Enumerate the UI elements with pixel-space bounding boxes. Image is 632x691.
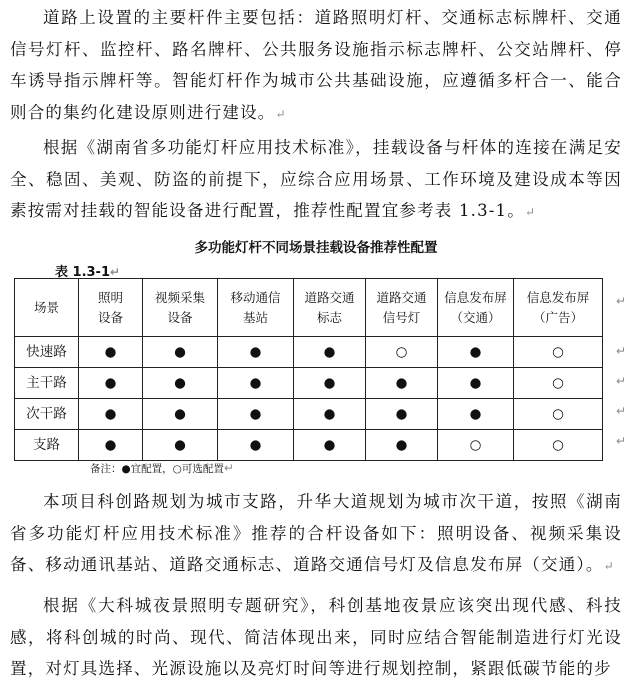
- paragraph-mark: ↵: [603, 559, 614, 573]
- table-cell: ●: [294, 430, 366, 461]
- header-scene: 场景: [15, 279, 79, 337]
- header-ad-screen: 信息发布屏（广告）: [514, 279, 603, 337]
- table-cell: ●: [79, 368, 143, 399]
- table-cell: ●: [79, 399, 143, 430]
- lighting-paragraph: 根据《大科城夜景照明专题研究》，科创基地夜景应该突出现代感、科技感，将科创城的时尚、现代、简洁体现出来，同时应结合智能制造进行灯光设置，对灯具选择、光源设施以及亮灯时间等进行规划控制，紧跟低碳节能的步: [10, 596, 622, 678]
- table-cell: ●: [294, 368, 366, 399]
- table-cell: ○: [514, 337, 603, 368]
- row-end-mark: ↵: [615, 434, 626, 448]
- paragraph-mark: ↵: [524, 205, 536, 219]
- row-end-mark: ↵: [615, 294, 626, 308]
- header-video: 视频采集设备: [143, 279, 218, 337]
- table-row: [15, 399, 603, 430]
- table-cell: ●: [294, 337, 366, 368]
- scene-cell: 支路: [15, 430, 79, 461]
- header-traffic-screen: 信息发布屏（交通）: [438, 279, 514, 337]
- table-cell: ●: [143, 399, 218, 430]
- table-cell: ●: [366, 399, 438, 430]
- table-row: [15, 430, 603, 461]
- table-cell: ●: [143, 368, 218, 399]
- table-cell: ○: [514, 430, 603, 461]
- intro-paragraph: 道路上设置的主要杆件主要包括：道路照明灯杆、交通标志标牌杆、交通信号灯杆、监控杆、路名牌杆、公共服务设施指示标志牌杆、公交站牌杆、停车诱导指示牌杆等。智能灯杆作为城市公共基础设施，应遵循多杆合一、能合则合的集约化建设原则进行建设。↵: [10, 8, 622, 122]
- basis-paragraph: 根据《湖南省多功能灯杆应用技术标准》，挂载设备与杆体的连接在满足安全、稳固、美观、防盗的前提下，应综合应用场景、工作环境及建设成本等因素按需对挂载的智能设备进行配置，推荐性配置宜参考表 1.3-1。↵: [10, 138, 622, 220]
- table-header-row: [15, 279, 603, 337]
- table-cell: ○: [366, 337, 438, 368]
- table-cell: ●: [79, 430, 143, 461]
- scene-cell: 快速路: [15, 337, 79, 368]
- table-cell: ●: [143, 337, 218, 368]
- table-cell: ●: [218, 337, 294, 368]
- table-cell: ●: [143, 430, 218, 461]
- table-row: [15, 337, 603, 368]
- project-paragraph: 本项目科创路规划为城市支路，升华大道规划为城市次干道，按照《湖南省多功能灯杆应用技术标准》推荐的合杆设备如下：照明设备、视频采集设备、移动通讯基站、道路交通标志、道路交通信号灯及信息发布屏（交通）。↵: [10, 492, 622, 574]
- table-cell: ●: [218, 368, 294, 399]
- table-number: 表 1.3-1↵: [55, 265, 121, 280]
- table-cell: ●: [79, 337, 143, 368]
- table-cell: ●: [438, 399, 514, 430]
- table-cell: ○: [514, 368, 603, 399]
- row-end-mark: ↵: [615, 374, 626, 388]
- header-base-station: 移动通信基站: [218, 279, 294, 337]
- table-cell: ●: [218, 430, 294, 461]
- table-cell: ○: [514, 399, 603, 430]
- equipment-table: [14, 278, 603, 461]
- table-cell: ●: [366, 430, 438, 461]
- table-cell: ●: [366, 368, 438, 399]
- scene-cell: 主干路: [15, 368, 79, 399]
- row-end-mark: ↵: [615, 404, 626, 418]
- row-end-mark: ↵: [615, 344, 626, 358]
- paragraph-mark: ↵: [275, 106, 286, 121]
- table-cell: ●: [294, 399, 366, 430]
- table-cell: ●: [438, 337, 514, 368]
- header-lighting: 照明设备: [79, 279, 143, 337]
- table-row: [15, 368, 603, 399]
- header-traffic-light: 道路交通信号灯: [366, 279, 438, 337]
- scene-cell: 次干路: [15, 399, 79, 430]
- table-cell: ●: [438, 368, 514, 399]
- table-cell: ●: [218, 399, 294, 430]
- table-cell: ○: [438, 430, 514, 461]
- table-caption: 多功能灯杆不同场景挂载设备推荐性配置: [194, 240, 438, 256]
- table-note: 备注：●宜配置，○可选配置↵: [90, 461, 234, 475]
- header-traffic-sign: 道路交通标志: [294, 279, 366, 337]
